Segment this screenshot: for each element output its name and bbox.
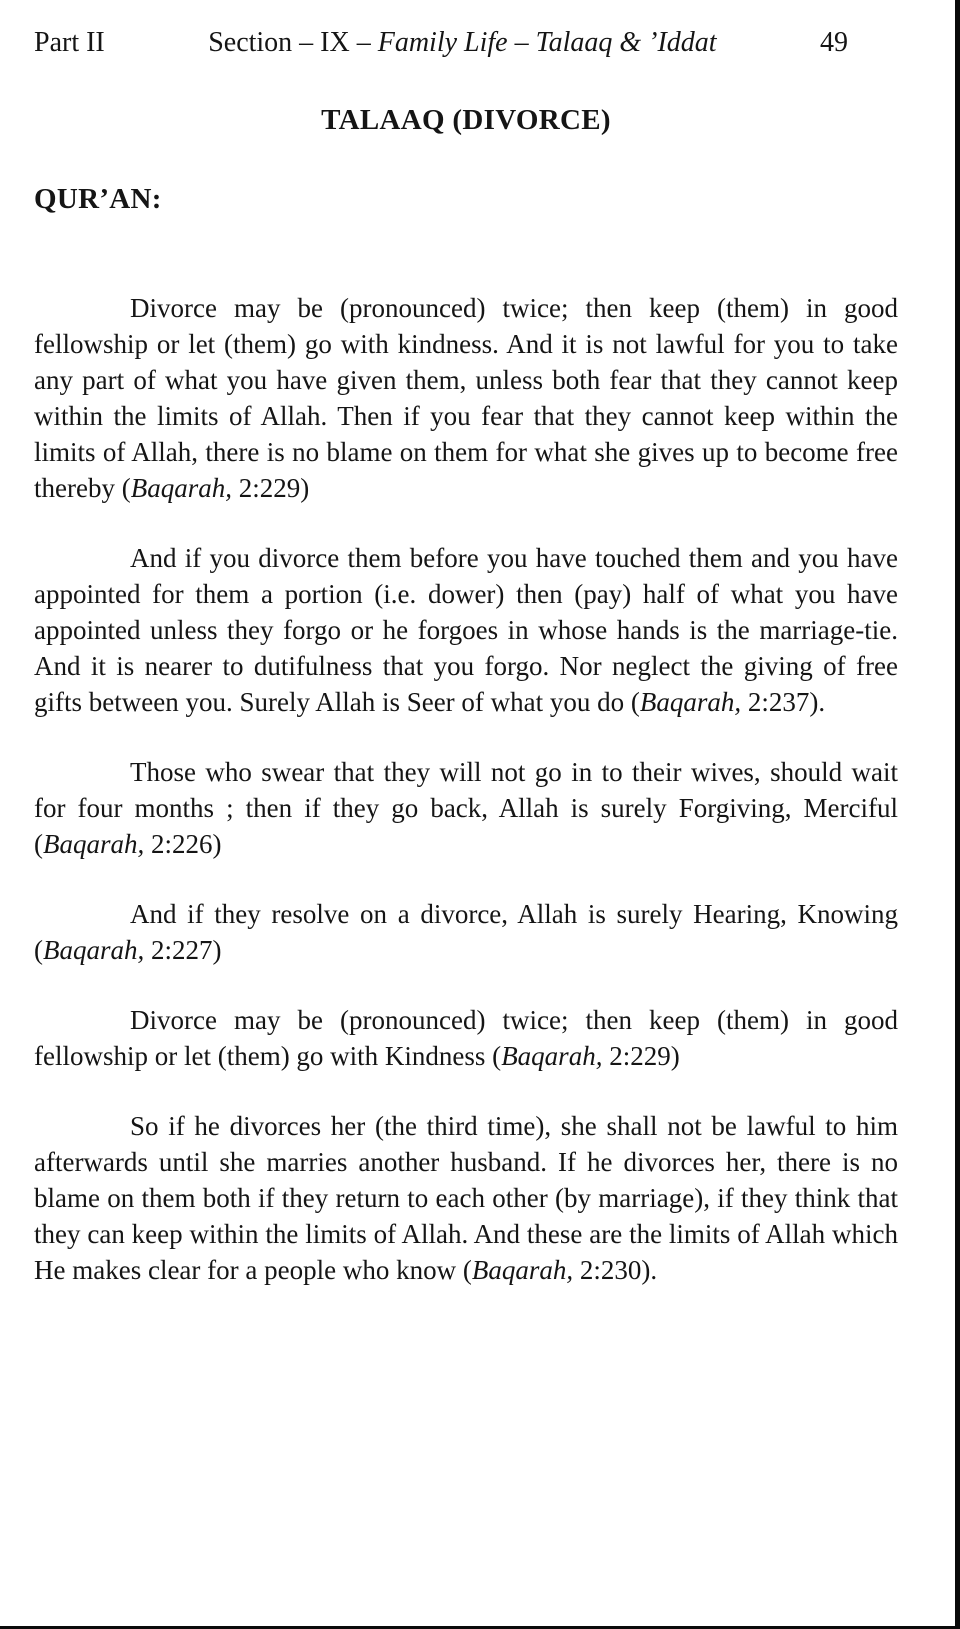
italic-text-run: Baqarah, (471, 1255, 574, 1285)
text-run: Those who swear that they will not go in to their wives, should wait for four months ; then if they go back, Allah is surely Forgiving, Merciful ( (34, 757, 898, 859)
italic-text-run: Family Life – Talaaq & ’Iddat (377, 27, 717, 58)
paragraph-3 (34, 754, 898, 862)
paragraph-1 (34, 290, 898, 506)
page-number: 49 (820, 27, 848, 58)
italic-text-run: Baqarah, (501, 1041, 603, 1071)
text-run: And if you divorce them before you have touched them and you have appointed for them a portion (i.e. dower) then (pay) half of what you have appointed unless they forgo or he forgoes in whose hands is the marriage-tie. And it is nearer to dutifulness that you forgo. Nor neglect the giving of free gifts between you. Surely Allah is Seer of what you do ( (34, 543, 898, 717)
italic-text-run: Baqarah, (43, 935, 145, 965)
part-label: Part II (34, 27, 105, 58)
body-text (34, 290, 898, 1288)
text-run: 2:237). (741, 687, 826, 717)
paragraph-6 (34, 1108, 898, 1288)
text-run: 2:229) (231, 473, 310, 503)
paragraph-4 (34, 896, 898, 968)
paragraph-5 (34, 1002, 898, 1074)
page-header (34, 26, 898, 60)
paragraph-2 (34, 540, 898, 720)
italic-text-run: Baqarah, (130, 473, 232, 503)
text-run: And if they resolve on a divorce, Allah is surely Hearing, Knowing ( (34, 899, 898, 965)
scan-edge-right-artifact (955, 0, 960, 1629)
section-title (208, 26, 716, 60)
text-run: 2:226) (144, 829, 222, 859)
text-run: Divorce may be (pronounced) twice; then keep (them) in good fellowship or let (them) go with kindness. And it is not lawful for you to take any part of what you have given them, unless both fear that they cannot keep within the limits of Allah. Then if you fear that they cannot keep within the limits of Allah, there is no blame on them for what she gives up to become free thereby ( (34, 293, 898, 503)
text-run: 2:230). (573, 1255, 658, 1285)
quran-heading: QUR’AN: (34, 183, 162, 215)
text-run: 2:229) (602, 1041, 680, 1071)
text-run: 2:227) (144, 935, 222, 965)
text-run: Divorce may be (pronounced) twice; then keep (them) in good fellowship or let (them) go with Kindness ( (34, 1005, 898, 1071)
chapter-title: TALAAQ (DIVORCE) (321, 104, 611, 136)
italic-text-run: Baqarah, (639, 687, 742, 717)
text-run: Section – IX – (208, 27, 378, 58)
text-run: So if he divorces her (the third time), she shall not be lawful to him afterwards until she marries another husband. If he divorces her, there is no blame on them both if they return to each other (by marriage), if they think that they can keep within the limits of Allah. And these are the limits of Allah which He makes clear for a people who know ( (34, 1111, 898, 1285)
italic-text-run: Baqarah, (43, 829, 145, 859)
